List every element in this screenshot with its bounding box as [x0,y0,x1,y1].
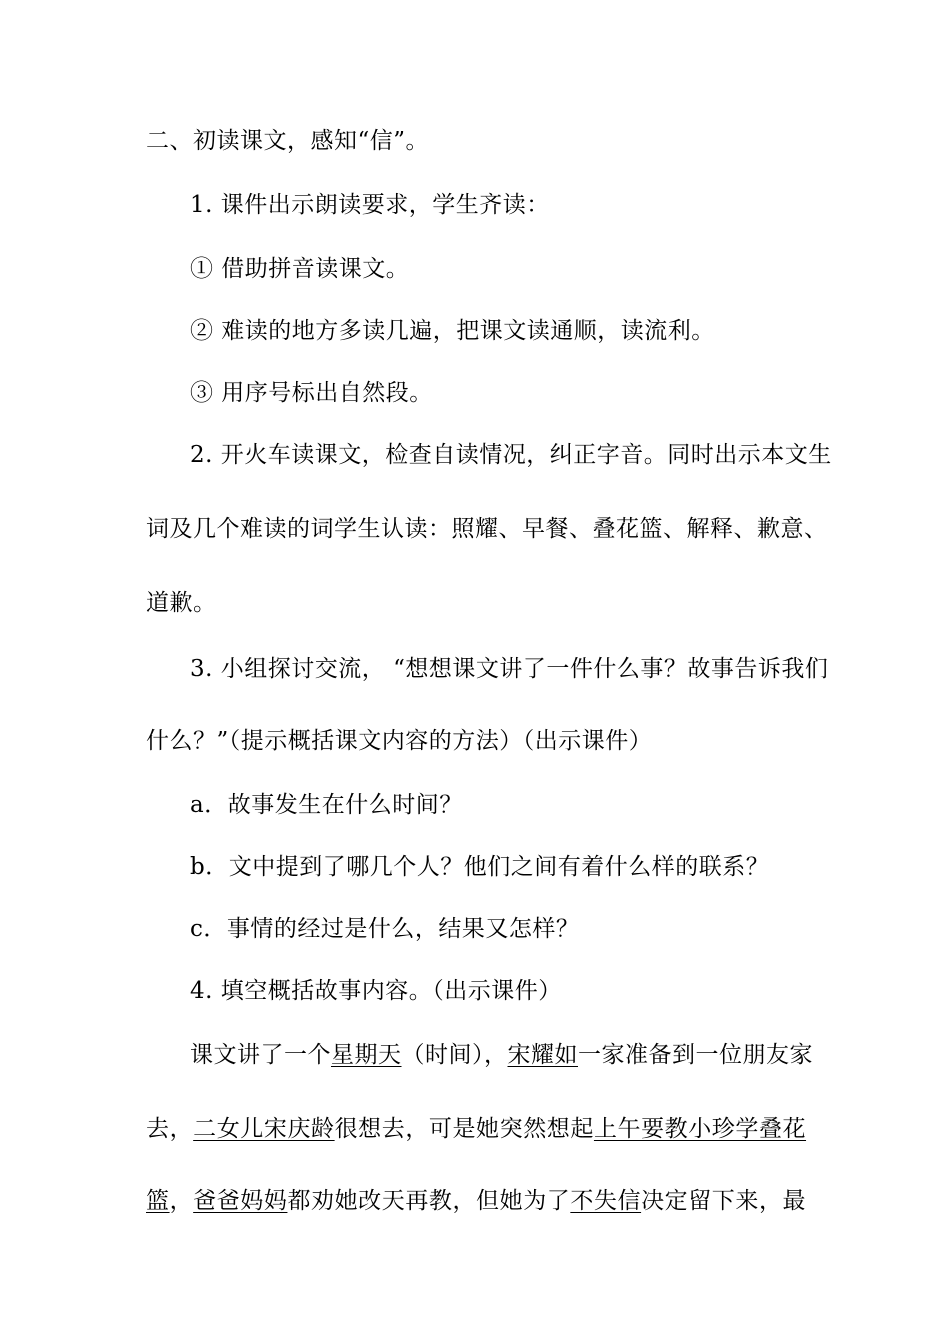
blank-time: 星期天 [331,1042,402,1068]
requirement-2: ② 难读的地方多读几遍，把课文读通顺，读流利。 [190,318,715,344]
fill-text: 一家准备到一位朋友家 [578,1042,813,1068]
blank-reason: 不失信 [570,1188,642,1214]
question-c: c．事情的经过是什么，结果又怎样？ [190,916,580,942]
fill-text: ， [169,1188,194,1214]
step-2-line-3: 道歉。 [146,590,217,616]
blank-event: 上午要教小珍学叠花 [593,1116,807,1142]
fill-text: 去， [146,1116,194,1142]
step-3-line-1: 3. 小组探讨交流， “想想课文讲了一件什么事？故事告诉我们 [190,656,829,682]
fill-text: （时间）， [401,1042,508,1068]
step-4: 4. 填空概括故事内容。（出示课件） [190,978,562,1004]
fill-line-2 [146,1114,806,1144]
question-a: a．故事发生在什么时间？ [190,792,463,818]
fill-text: 很想去，可是她突然想起 [334,1116,594,1142]
fill-text: 课文讲了一个 [190,1042,331,1068]
section-heading: 二、初读课文，感知“信”。 [146,128,430,154]
question-b: b．文中提到了哪几个人？他们之间有着什么样的联系？ [190,854,770,880]
fill-line-1 [190,1040,813,1070]
requirement-3: ③ 用序号标出自然段。 [190,380,433,406]
step-2-line-1: 2. 开火车读课文，检查自读情况，纠正字音。同时出示本文生 [190,442,832,468]
blank-parents: 爸爸妈妈 [193,1188,288,1214]
blank-person: 宋耀如 [507,1042,578,1068]
blank-person: 二女儿宋庆龄 [193,1116,335,1142]
fill-text: 都劝她改天再教，但她为了 [287,1188,571,1214]
requirement-1: ① 借助拼音读课文。 [190,256,410,282]
step-2-line-2: 词及几个难读的词学生认读：照耀、早餐、叠花篮、解释、歉意、 [146,516,828,542]
step-3-line-2: 什么？”（提示概括课文内容的方法）（出示课件） [146,728,653,754]
step-1: 1. 课件出示朗读要求，学生齐读： [190,192,550,218]
fill-line-3 [146,1186,806,1216]
blank-event: 篮 [146,1188,170,1214]
fill-text: 决定留下来，最 [641,1188,807,1214]
